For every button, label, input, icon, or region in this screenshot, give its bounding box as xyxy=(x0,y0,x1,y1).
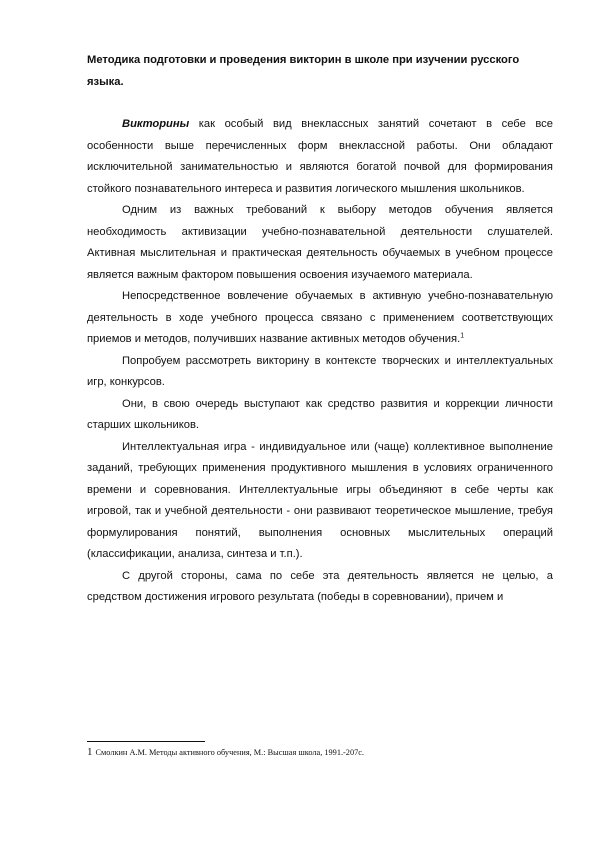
paragraph-2: Одним из важных требований к выбору методов обучения является необходимость активизации учебно-познавательной деятельности слушателей. Активная мыслительная и практическая деятельность обучаемых в учебном процессе является важным фактором повышения освоения изучаемого материала. xyxy=(87,204,553,281)
paragraph-5: Они, в свою очередь выступают как средство развития и коррекции личности старших школьников. xyxy=(87,397,553,431)
footnote-number: 1 xyxy=(87,746,93,758)
paragraph-6: Интеллектуальная игра - индивидуальное или (чаще) коллективное выполнение заданий, требующих применения продуктивного мышления в условиях ограниченного времени и соревнования. Интеллектуальные игры объединяют в себе черты как игровой, так и учебной деятельности - они развивают теоретическое мышление, требуя формулирования понятий, выполнения основных мыслительных операций (классификации, анализа, синтеза и т.п.). xyxy=(87,440,553,560)
title-spacer xyxy=(87,93,553,114)
document-title: Методика подготовки и проведения викторин в школе при изучении русского языка. xyxy=(87,54,520,88)
footnote-text: Смолкин А.М. Методы активного обучения, М.: Высшая школа, 1991.-207с. xyxy=(95,748,365,757)
document-body xyxy=(87,50,553,609)
paragraph-3-text: Непосредственное вовлечение обучаемых в активную учебно-познавательную деятельность в ходе учебного процесса связано с применением соответствующих приемов и методов, получивших название активных методов обучения. xyxy=(87,290,553,345)
footnote-divider xyxy=(87,741,205,742)
paragraph-1-text: как особый вид внеклассных занятий сочетают в себе все особенности выше перечисленных форм внеклассной работы. Они обладают исключительной занимательностью и являются богатой почвой для формирования стойкого познавательного интереса и развития логического мышления школьников. xyxy=(87,118,553,195)
paragraph-3 xyxy=(87,286,553,351)
footnote xyxy=(87,746,553,759)
paragraph-7: С другой стороны, сама по себе эта деятельность является не целью, а средством достижения игрового результата (победы в соревновании), причем и xyxy=(87,569,553,603)
paragraph-1 xyxy=(87,114,553,200)
paragraph-4: Попробуем рассмотреть викторину в контексте творческих и интеллектуальных игр, конкурсов. xyxy=(87,354,553,388)
paragraph-1-lead: Викторины xyxy=(122,118,190,130)
footnote-reference[interactable]: 1 xyxy=(460,332,465,340)
